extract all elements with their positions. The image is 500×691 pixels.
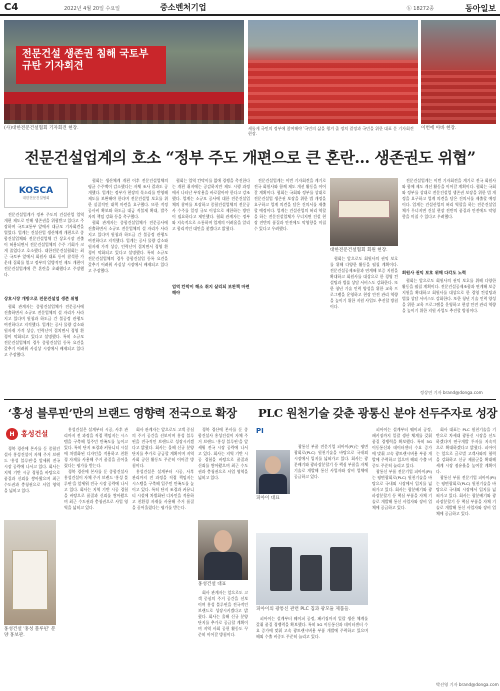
ceo-caption: 홍성건설 대표 xyxy=(198,582,227,587)
article1-column-5: 협회는 앞으로도 회원사의 권익 보호를 위해 다양한 활동을 펼칠 계획이다. 전문건설공제조합과 연계해 보증 지원을 확대하고 회원사를 대상으로 한 경영 컨설팅과 법률 상담 서비스도 강화한다. 또한 청년 기술 인력 양성을 위한 교육 프로그램을 운영하고 현장 안전 관리 역량을 높이기 위한 지원 사업도 추진할 방침이다. xyxy=(330,256,398,309)
section-title: 중소벤처기업 xyxy=(160,2,207,12)
article1-column-6b: 협회는 앞으로도 회원사의 권익 보호를 위해 다양한 활동을 펼칠 계획이다. 전문건설공제조합과 연계해 보증 지원을 확대하고 회원사를 대상으로 한 경영 컨설팅과 법률 상담 서비스도 강화한다. 또한 청년 기술 인력 양성을 위한 교육 프로그램을 운영하고 현장 안전 관리 역량을 높이기 위한 지원 사업도 추진할 방침이다. xyxy=(402,278,496,313)
ceo-portrait xyxy=(198,520,248,580)
rally-photo-small xyxy=(421,20,496,124)
article1-photo-caption: 대한전문건설협회 회원 현장. xyxy=(330,248,388,253)
article1-column-1: 전문건설업계가 정부 주도의 건설산업 업역개편 제도로 인해 생존권을 위협받고 있다고 주장하며 국토교통부 앞에서 대규모 기자회견을 열었다. 업계는 건설산업 생산체계 개편으로 종합건설업체와 전문건설업체 간 상호시장 진출이 허용되면서 전문건설업체의 수주 기회가 크게 줄었다고 호소했다. 대한전문건설협회는 최근 국토부 앞에서 회원사 대표 등이 참석한 가운데 집회를 열고 정부의 일방적인 제도 개편이 전문건설업계에 큰 혼란을 초래했다고 주장했다. xyxy=(4,212,84,277)
kosca-logo: KOSCA 대한전문건설협회 xyxy=(4,178,68,208)
publisher-logo: 동아일보 xyxy=(465,4,496,13)
article2-title: ‘홍성 블루핀’만의 브랜드 영향력 전국으로 확장 xyxy=(8,406,237,420)
pi-ceo-caption: 피아이 대표 xyxy=(256,496,280,501)
article3-column-4: 회사 대표는 PLC 원천기술을 기반으로 차세대 광통신 시장을 선도하겠다며 연구개발 투자를 지속적으로 확대하겠다고 밝혔다. 피아이는 앞으로 글로벌 고객사와의 협력을 강화하고 신규 제품군을 확대해 세계 시장 점유율을 높여갈 계획이다. 광통신 부품 전문기업 피아이(PI)는 평면광회로(PLC) 원천기술을 바탕으로 국내외 시장에서 입지를 넓혀가고 있다. 회사는 광분배기와 광파장분할기 등 핵심 부품을 자체 기술로 개발해 통신 사업자와 장비 업체에 공급하고 있다. xyxy=(436,427,496,516)
issue-date: 2022년 4월 20일 수요일 xyxy=(64,6,121,12)
hongsung-mark-icon: H xyxy=(6,428,18,440)
model-house-photo xyxy=(4,520,56,625)
pi-ceo-portrait xyxy=(256,450,290,494)
article2-column-3: 회사 관계자는 앞으로도 고객 중심의 주거 공간을 선보이며 홍성 블루핀을 전국적인 브랜드로 성장시키겠다고 밝혔다. 회사는 올해 신규 분양 단지를 추가로 공급할 계획이며 지역 사회 공헌 활동도 꾸준히 이어갈 방침이다. 홍성건설은 설계부터 시공, 사후 관리까지 전 과정을 직접 책임지는 시스템을 구축해 입주민 만족도를 높이고 있다. 특히 단지 조경과 커뮤니티 시설에 차별화된 디자인을 적용하고 친환경 자재를 사용해 주거 품질을 끌어올렸다는 평가를 받는다. xyxy=(132,427,194,510)
article1-subhead-1: 상호시장 개방으로 전문건설업 생존 위협 xyxy=(4,296,79,301)
main-headline: 전문건설업계의 호소 “정부 주도 개편으로 큰 혼란… 생존권도 위협” xyxy=(24,148,476,167)
plc-product-photo xyxy=(256,533,368,605)
article3-byline: 박선영 기자 brand@donga.com xyxy=(436,682,499,687)
article2-column-5: 회사 관계자는 앞으로도 고객 중심의 주거 공간을 선보이며 홍성 블루핀을 전국적인 브랜드로 성장시키겠다고 밝혔다. 회사는 올해 신규 분양 단지를 추가로 공급할 계획이며 지역 사회 공헌 활동도 꾸준히 이어갈 방침이다. xyxy=(198,590,248,637)
article2-column-4: 경북 경산에 본사를 둔 종합건설사 홍성건설이 자체 주거 브랜드 '홍성 블루핀'을 앞세워 전국 시장 공략에 나서고 있다. 회사는 지역 기반 시공 경험을 바탕으로 품질과 신뢰를 쌓아왔으며 최근 수도권과 충청권으로 사업 영역을 넓히고 있다. xyxy=(198,427,248,480)
pi-logo: PI xyxy=(256,427,264,435)
page-number: C4 xyxy=(4,1,19,13)
press-conference-photo xyxy=(4,20,244,124)
article1-column-1b: 협회 관계자는 종합건설업체가 전문공사에 진출하면서 소규모 전문업체의 설 자리가 사라지고 있다며 원청과 하도급 간 불공정 관행도 여전하다고 지적했다. 업계는 공사 물량 감소와 원자재 가격 상승, 인력난이 겹치면서 경영 환경이 악화되고 있다고 설명했다. 특히 소규모 전문건설업체의 경우 종합건설업 등록 요건을 갖추기 어려워 사실상 시장에서 배제되고 있다고 주장했다. xyxy=(4,304,84,357)
section-divider xyxy=(4,399,496,400)
photo-caption-1: (사)대한전문건설협회 기자회견 현장. xyxy=(4,126,79,131)
ad-note: ⓑ 18272종 xyxy=(406,6,434,12)
article2-photo-caption: 홍성건설 '홍성 블루핀' 분양 홍보관. xyxy=(4,627,56,638)
article1-byline: 정상연 기자 brand@donga.com xyxy=(420,390,483,395)
article3-column-3: 피아이는 설계부터 웨이퍼 공정, 패키징까지 일괄 생산 체계를 갖춰 품질 경쟁력을 확보했다. 특히 5G 이동통신과 데이터센터 수요 증가에 맞춰 고속 광트랜시버용 부품 개발에 주력하고 있으며 해외 수출 비중도 꾸준히 늘리고 있다. 광통신 부품 전문기업 피아이(PI)는 평면광회로(PLC) 원천기술을 바탕으로 국내외 시장에서 입지를 넓혀가고 있다. 회사는 광분배기와 광파장분할기 등 핵심 부품을 자체 기술로 개발해 통신 사업자와 장비 업체에 공급하고 있다. xyxy=(372,427,432,510)
photo-caption-3: 이번에 아바 현장. xyxy=(421,126,457,131)
article1-column-2: 협회는 생산체계 개편 이후 전문건설업체의 평균 수주액이 감소했다는 자체 조사 결과도 공개했다. 업계는 정부가 현장의 목소리를 반영해 제도를 보완해야 한다며 전문건설업 보호를 위한 실질적인 대책 마련을 요구했다. 또한 적정 공사비 확보와 하도급 대금 직불제 확대, 발주자의 책임 강화 등을 촉구했다. 협회 관계자는 종합건설업체가 전문공사에 진출하면서 소규모 전문업체의 설 자리가 사라지고 있다며 원청과 하도급 간 불공정 관행도 여전하다고 지적했다. 업계는 공사 물량 감소와 원자재 가격 상승, 인력난이 겹치면서 경영 환경이 악화되고 있다고 설명했다. 특히 소규모 전문건설업체의 경우 종합건설업 등록 요건을 갖추기 어려워 사실상 시장에서 배제되고 있다고 주장했다. xyxy=(88,178,168,273)
article1-photo xyxy=(330,178,398,246)
article1-column-3: 협회는 업역 칸막이를 없애 경쟁을 촉진한다는 개편 취지에는 공감하지만 제도 시행 과정에서 나타난 부작용을 바로잡아야 한다고 강조했다. 업계는 소규모 공사에 대한 전문건설업체의 참여를 보장하고 종합건설업체의 전문공사 수주를 일정 규모 이상으로 제한하는 방안이 필요하다고 제안했다. 협회 관계자는 정부와 지속적으로 소통하며 업계의 어려움을 알리고 합리적인 대안을 찾겠다고 밝혔다. xyxy=(172,178,250,231)
protest-banner: 전문건설 생존권 침해 국토부 규탄 기자회견 xyxy=(16,46,166,84)
masthead xyxy=(0,0,500,16)
product-caption: 피아이의 광통신 관련 PLC 칩과 광모듈 제품들. xyxy=(256,607,351,612)
photo-caption-2: 새롭게 국민의 정부에 참여해야 '국민의 삶을 챙겨 줄 정치 결정과 국민을 위한 대표 문 기자회견 현장. xyxy=(248,126,414,136)
article1-subhead-2: 업역 칸막이 해소 취지 살리되 보완책 마련해야 xyxy=(172,284,250,295)
article2-column-1: 경북 경산에 본사를 둔 종합건설사 홍성건설이 자체 주거 브랜드 '홍성 블루핀'을 앞세워 전국 시장 공략에 나서고 있다. 회사는 지역 기반 시공 경험을 바탕으로 품질과 신뢰를 쌓아왔으며 최근 수도권과 충청권으로 사업 영역을 넓히고 있다. xyxy=(4,446,60,493)
article3-column-1: 광통신 부품 전문기업 피아이(PI)는 평면광회로(PLC) 원천기술을 바탕으로 국내외 시장에서 입지를 넓혀가고 있다. 회사는 광분배기와 광파장분할기 등 핵심 부품을 자체 기술로 개발해 통신 사업자와 장비 업체에 공급하고 있다. xyxy=(294,444,368,479)
article1-column-4: 전문건설업계는 이번 기자회견을 계기로 전국 회원사와 함께 제도 개선 활동을 이어갈 계획이다. 협회는 국회와 정부를 상대로 전문건설업 생존권 보장을 위한 법 개정을 요구하고 업계 의견을 담은 건의서를 제출할 예정이다. 업계는 건설산업의 허리 역할을 하는 전문건설업체가 무너지면 건설 현장 전반의 품질과 안전에도 악영향을 미칠 수 있다고 우려했다. xyxy=(254,178,326,231)
article2-column-2: 홍성건설은 설계부터 시공, 사후 관리까지 전 과정을 직접 책임지는 시스템을 구축해 입주민 만족도를 높이고 있다. 특히 단지 조경과 커뮤니티 시설에 차별화된 디자인을 적용하고 친환경 자재를 사용해 주거 품질을 끌어올렸다는 평가를 받는다. 경북 경산에 본사를 둔 종합건설사 홍성건설이 자체 주거 브랜드 '홍성 블루핀'을 앞세워 전국 시장 공략에 나서고 있다. 회사는 지역 기반 시공 경험을 바탕으로 품질과 신뢰를 쌓아왔으며 최근 수도권과 충청권으로 사업 영역을 넓히고 있다. xyxy=(64,427,128,510)
hongsung-logo: H 홍성건설 xyxy=(6,427,78,441)
article3-title: PLC 원천기술 갖춘 광통신 분야 선두주자로 성장 xyxy=(258,406,498,420)
article1-subhead-3: 회원사 권익 보호 위해 다각도 노력 xyxy=(402,270,466,275)
article1-column-6: 전문건설업계는 이번 기자회견을 계기로 전국 회원사와 함께 제도 개선 활동을 이어갈 계획이다. 협회는 국회와 정부를 상대로 전문건설업 생존권 보장을 위한 법 개정을 요구하고 업계 의견을 담은 건의서를 제출할 예정이다. 업계는 건설산업의 허리 역할을 하는 전문건설업체가 무너지면 건설 현장 전반의 품질과 안전에도 악영향을 미칠 수 있다고 우려했다. xyxy=(402,178,496,219)
article3-column-2: 피아이는 설계부터 웨이퍼 공정, 패키징까지 일괄 생산 체계를 갖춰 품질 경쟁력을 확보했다. 특히 5G 이동통신과 데이터센터 수요 증가에 맞춰 고속 광트랜시버용 부품 개발에 주력하고 있으며 해외 수출 비중도 꾸준히 늘리고 있다. xyxy=(256,616,368,639)
rally-photo xyxy=(248,20,418,124)
